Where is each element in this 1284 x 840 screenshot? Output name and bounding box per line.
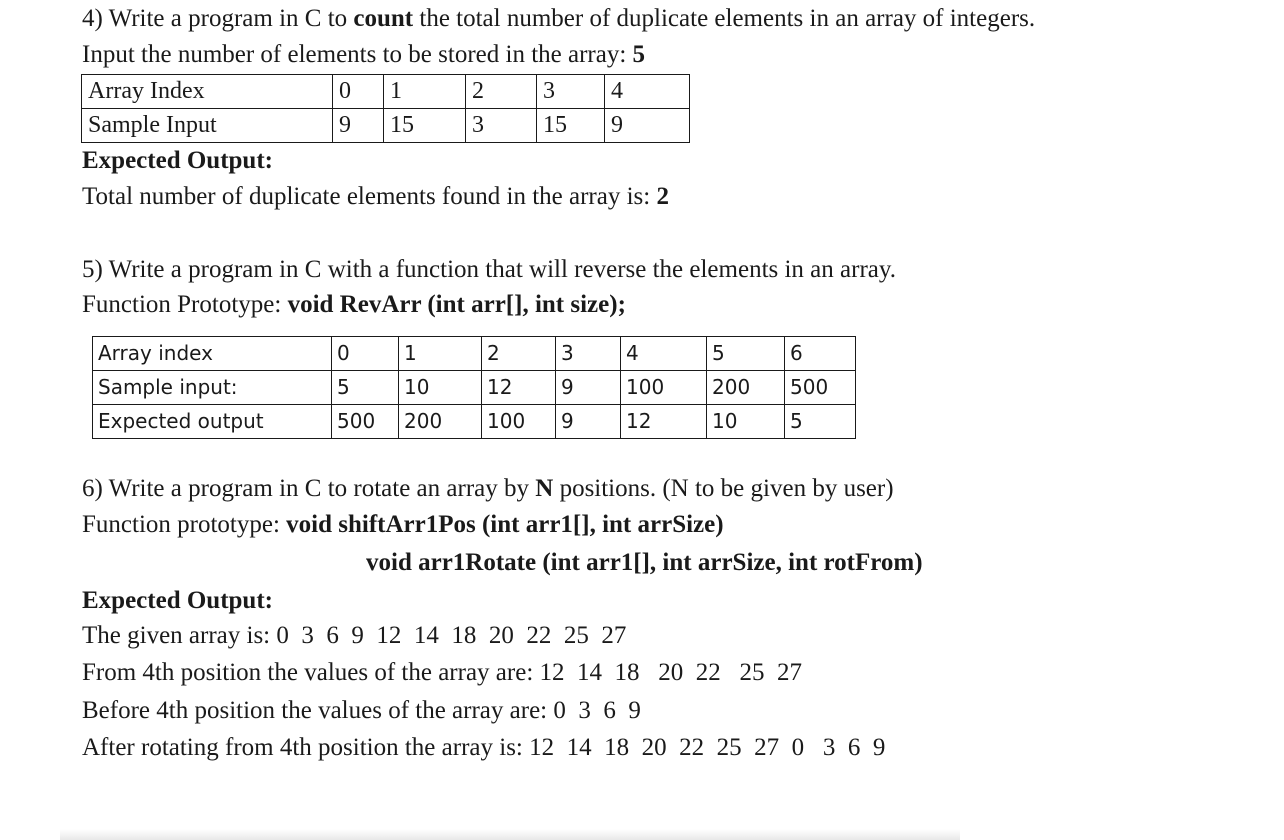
q4-title-suffix: the total number of duplicate elements in an array of integers. (413, 5, 1036, 32)
q5-prototype-line (82, 290, 626, 320)
table-row (93, 371, 856, 405)
table-cell: 15 (384, 109, 466, 143)
table-cell: 15 (537, 109, 605, 143)
table-cell: 2 (466, 75, 537, 109)
table-cell-label: Array index (93, 337, 332, 371)
table-cell: 12 (482, 371, 556, 405)
table-cell: 100 (482, 405, 556, 439)
q4-title (82, 4, 1035, 34)
table-cell-label: Sample Input (82, 109, 333, 143)
q6-title-prefix: 6) Write a program in C to rotate an array by (82, 475, 536, 502)
table-cell: 500 (785, 371, 856, 405)
q6-output-line-1: The given array is: 0 3 6 9 12 14 18 20 22 25 27 (82, 622, 627, 649)
q4-title-prefix: 4) Write a program in C to (82, 5, 354, 32)
table-cell: 0 (333, 75, 384, 109)
q5-prototype: void RevArr (int arr[], int size); (287, 291, 626, 318)
table-cell: 100 (621, 371, 707, 405)
q4-output-text: Total number of duplicate elements found in the array is: (82, 183, 657, 210)
q6-output-heading: Expected Output: (82, 587, 273, 614)
q4-input-line (82, 40, 645, 70)
q5-title: 5) Write a program in C with a function that will reverse the elements in an array. (82, 256, 897, 283)
q4-output-line (82, 182, 669, 212)
q6-prototype-1: void shiftArr1Pos (int arr1[], int arrSize) (286, 511, 724, 538)
table-cell-label: Expected output (93, 405, 332, 439)
table-cell: 3 (537, 75, 605, 109)
table-cell: 200 (707, 371, 785, 405)
page-edge-shadow (60, 829, 960, 840)
q4-input-label: Input the number of elements to be stored in the array: (82, 41, 633, 68)
table-cell: 4 (605, 75, 690, 109)
table-cell-label: Array Index (82, 75, 333, 109)
table-cell: 2 (482, 337, 556, 371)
table-cell: 200 (399, 405, 482, 439)
table-cell: 9 (333, 109, 384, 143)
table-cell: 1 (399, 337, 482, 371)
q6-output-line-4: After rotating from 4th position the array is: 12 14 18 20 22 25 27 0 3 6 9 (82, 734, 886, 761)
q4-input-value: 5 (632, 41, 646, 68)
table-cell: 5 (707, 337, 785, 371)
table-cell: 10 (399, 371, 482, 405)
table-cell: 10 (707, 405, 785, 439)
table-row (82, 109, 690, 143)
q6-output-line-2: From 4th position the values of the array are: 12 14 18 20 22 25 27 (82, 659, 803, 686)
table-cell: 5 (332, 371, 399, 405)
q6-prototype-2: void arr1Rotate (int arr1[], int arrSize, int rotFrom) (366, 549, 923, 576)
q6-prototype-label: Function prototype: (82, 511, 287, 538)
table-cell: 3 (556, 337, 621, 371)
q4-title-keyword: count (353, 5, 414, 32)
table-cell: 1 (384, 75, 466, 109)
q6-title (82, 474, 894, 504)
table-cell: 500 (332, 405, 399, 439)
table-row (93, 405, 856, 439)
q6-title-suffix: positions. (N to be given by user) (553, 475, 894, 502)
q6-output-line-3: Before 4th position the values of the array are: 0 3 6 9 (82, 697, 641, 724)
q6-title-n: N (535, 475, 554, 502)
table-cell: 4 (621, 337, 707, 371)
table-row (93, 337, 856, 371)
q4-output-value: 2 (656, 183, 669, 210)
table-cell-label: Sample input: (93, 371, 332, 405)
q6-prototype-line (82, 510, 724, 540)
q4-output-heading: Expected Output: (82, 147, 273, 174)
table-cell: 9 (605, 109, 690, 143)
table-cell: 9 (556, 405, 621, 439)
q4-sample-table (81, 74, 690, 143)
q5-prototype-label: Function Prototype: (82, 291, 288, 318)
q5-sample-table (92, 336, 856, 439)
table-cell: 12 (621, 405, 707, 439)
table-cell: 0 (332, 337, 399, 371)
table-cell: 6 (785, 337, 856, 371)
table-cell: 3 (466, 109, 537, 143)
table-row (82, 75, 690, 109)
table-cell: 5 (785, 405, 856, 439)
table-cell: 9 (556, 371, 621, 405)
